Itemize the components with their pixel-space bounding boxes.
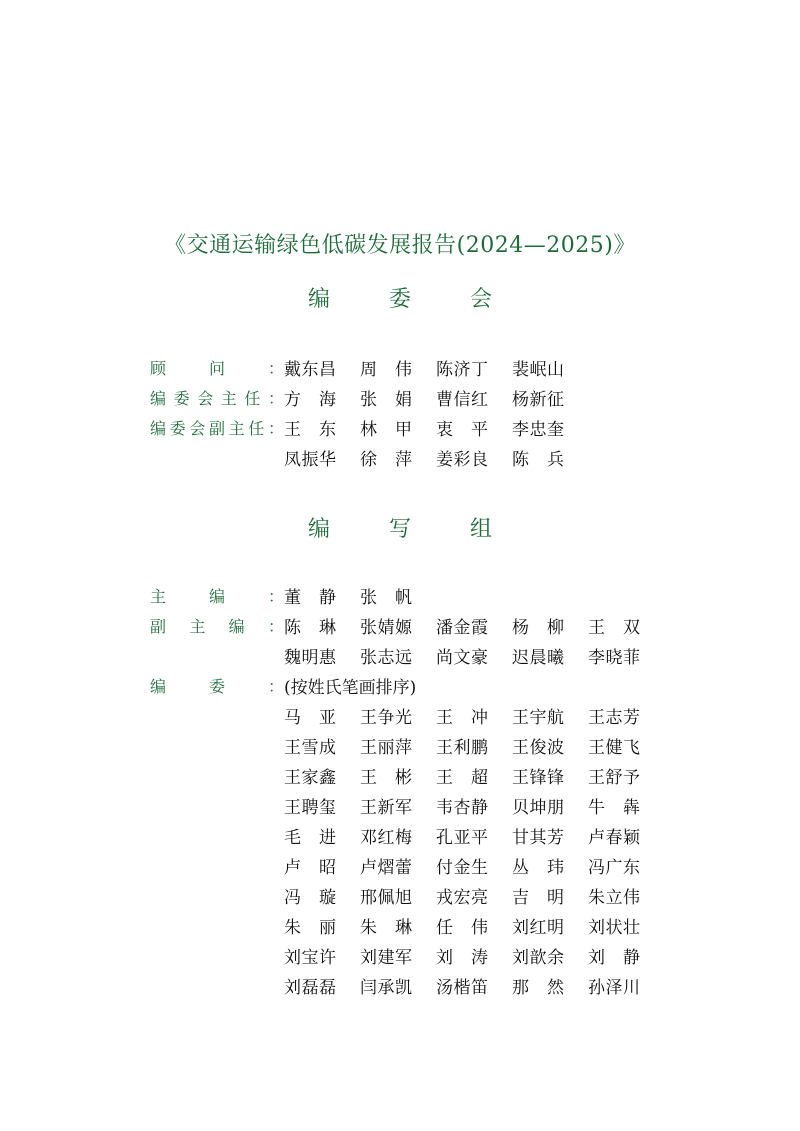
- credit-row: [150, 853, 664, 877]
- person-name: 王 锋 锋: [512, 767, 564, 788]
- person-name: 刘 状 壮: [588, 917, 640, 938]
- person-name: 衷 平: [436, 419, 488, 440]
- credit-row: [150, 763, 664, 787]
- person-name: 姜 彩 良: [436, 449, 488, 470]
- credit-row: [150, 913, 664, 937]
- person-name: 王 超: [436, 767, 488, 788]
- person-name: 张 志 远: [360, 647, 412, 668]
- person-name: 卢 昭: [284, 857, 336, 878]
- person-name: 潘 金 霞: [436, 617, 488, 638]
- role-label: 顾 问 ：: [150, 358, 284, 378]
- person-name: 周 伟: [360, 359, 412, 380]
- person-name: 张 婧 嫄: [360, 617, 412, 638]
- credit-row: [150, 643, 664, 667]
- credit-row: [150, 445, 588, 469]
- person-name: 任 伟: [436, 917, 488, 938]
- person-name: 刘 红 明: [512, 917, 564, 938]
- person-name: 那 然: [512, 977, 564, 998]
- credit-row: [150, 823, 664, 847]
- person-name: 吉 明: [512, 887, 564, 908]
- credit-row: [150, 973, 664, 997]
- person-name: 刘 静: [588, 947, 640, 968]
- person-name: 刘 涛: [436, 947, 488, 968]
- person-name: 王 丽 萍: [360, 737, 412, 758]
- person-name: 孙 泽 川: [588, 977, 640, 998]
- person-name: 牛 犇: [588, 797, 640, 818]
- credit-row: [150, 673, 416, 697]
- credit-row: [150, 415, 588, 439]
- person-name: 毛 进: [284, 827, 336, 848]
- person-name: 刘 宝 许: [284, 947, 336, 968]
- role-label: 编 委 会 副 主 任 ：: [150, 418, 284, 438]
- person-name: 林 甲: [360, 419, 412, 440]
- person-name: 裴 岷 山: [512, 359, 564, 380]
- person-name: 尚 文 豪: [436, 647, 488, 668]
- credit-row: [150, 733, 664, 757]
- person-name: 王 舒 予: [588, 767, 640, 788]
- person-name: 王 志 芳: [588, 707, 640, 728]
- person-name: 王 健 飞: [588, 737, 640, 758]
- person-name: 陈 济 丁: [436, 359, 488, 380]
- role-label: 编 委 会 主 任 ：: [150, 388, 284, 408]
- person-name: 付 金 生: [436, 857, 488, 878]
- person-name: 甘 其 芳: [512, 827, 564, 848]
- person-name: 方 海: [284, 389, 336, 410]
- person-name: 曹 信 红: [436, 389, 488, 410]
- person-name: 孔 亚 平: [436, 827, 488, 848]
- person-name: 冯 璇: [284, 887, 336, 908]
- person-name: 徐 萍: [360, 449, 412, 470]
- person-name: 王 新 军: [360, 797, 412, 818]
- person-name: 丛 玮: [512, 857, 564, 878]
- person-name: 杨 柳: [512, 617, 564, 638]
- person-name: 张 帆: [360, 587, 412, 608]
- writing-group-heading: 编 写 组: [308, 517, 518, 542]
- person-name: 王 聘 玺: [284, 797, 336, 818]
- person-name: 邢 佩 旭: [360, 887, 412, 908]
- credit-row: [150, 703, 664, 727]
- credit-row: [150, 385, 588, 409]
- person-name: 陈 琳: [284, 617, 336, 638]
- credit-row: [150, 883, 664, 907]
- person-name: 李 晓 菲: [588, 647, 640, 668]
- person-name: 王 争 光: [360, 707, 412, 728]
- person-name: 王 东: [284, 419, 336, 440]
- person-name: 戴 东 昌: [284, 359, 336, 380]
- person-name: 卢 熠 蕾: [360, 857, 412, 878]
- person-name: 韦 杏 静: [436, 797, 488, 818]
- person-name: 邓 红 梅: [360, 827, 412, 848]
- person-name: 戎 宏 亮: [436, 887, 488, 908]
- credit-row: [150, 583, 436, 607]
- credit-row: [150, 355, 588, 379]
- person-name: 魏 明 惠: [284, 647, 336, 668]
- person-name: 凤 振 华: [284, 449, 336, 470]
- person-name: 卢 春 颖: [588, 827, 640, 848]
- credit-row: [150, 943, 664, 967]
- editorial-committee-heading: 编 委 会: [308, 287, 518, 312]
- person-name: 王 冲: [436, 707, 488, 728]
- person-name: 王 彬: [360, 767, 412, 788]
- credit-row: [150, 793, 664, 817]
- person-name: 王 宇 航: [512, 707, 564, 728]
- person-name: 王 俊 波: [512, 737, 564, 758]
- person-name: 汤 楷 笛: [436, 977, 488, 998]
- role-label: 副 主 编 ：: [150, 616, 284, 636]
- person-name: 王 雪 成: [284, 737, 336, 758]
- credit-row: [150, 613, 664, 637]
- person-name: 刘 建 军: [360, 947, 412, 968]
- person-name: 朱 立 伟: [588, 887, 640, 908]
- person-name: 董 静: [284, 587, 336, 608]
- person-name: 刘 磊 磊: [284, 977, 336, 998]
- person-name: 陈 兵: [512, 449, 564, 470]
- person-name: 李 忠 奎: [512, 419, 564, 440]
- person-name: 冯 广 东: [588, 857, 640, 878]
- person-name: 王 双: [588, 617, 640, 638]
- person-name: 贝 坤 朋: [512, 797, 564, 818]
- person-name: 闫 承 凯: [360, 977, 412, 998]
- person-name: 杨 新 征: [512, 389, 564, 410]
- role-label: 编 委 ：: [150, 676, 284, 696]
- person-name: 王 家 鑫: [284, 767, 336, 788]
- person-name: 张 娟: [360, 389, 412, 410]
- person-name: 朱 琳: [360, 917, 412, 938]
- person-name: 马 亚: [284, 707, 336, 728]
- person-name: 王 利 鹏: [436, 737, 488, 758]
- ordering-note: (按姓氏笔画排序): [284, 677, 417, 698]
- role-label: 主 编 ：: [150, 586, 284, 606]
- document-title: 《交通运输绿色低碳发展报告(2024—2025)》: [164, 233, 636, 258]
- person-name: 刘 歆 余: [512, 947, 564, 968]
- person-name: 朱 丽: [284, 917, 336, 938]
- person-name: 迟 晨 曦: [512, 647, 564, 668]
